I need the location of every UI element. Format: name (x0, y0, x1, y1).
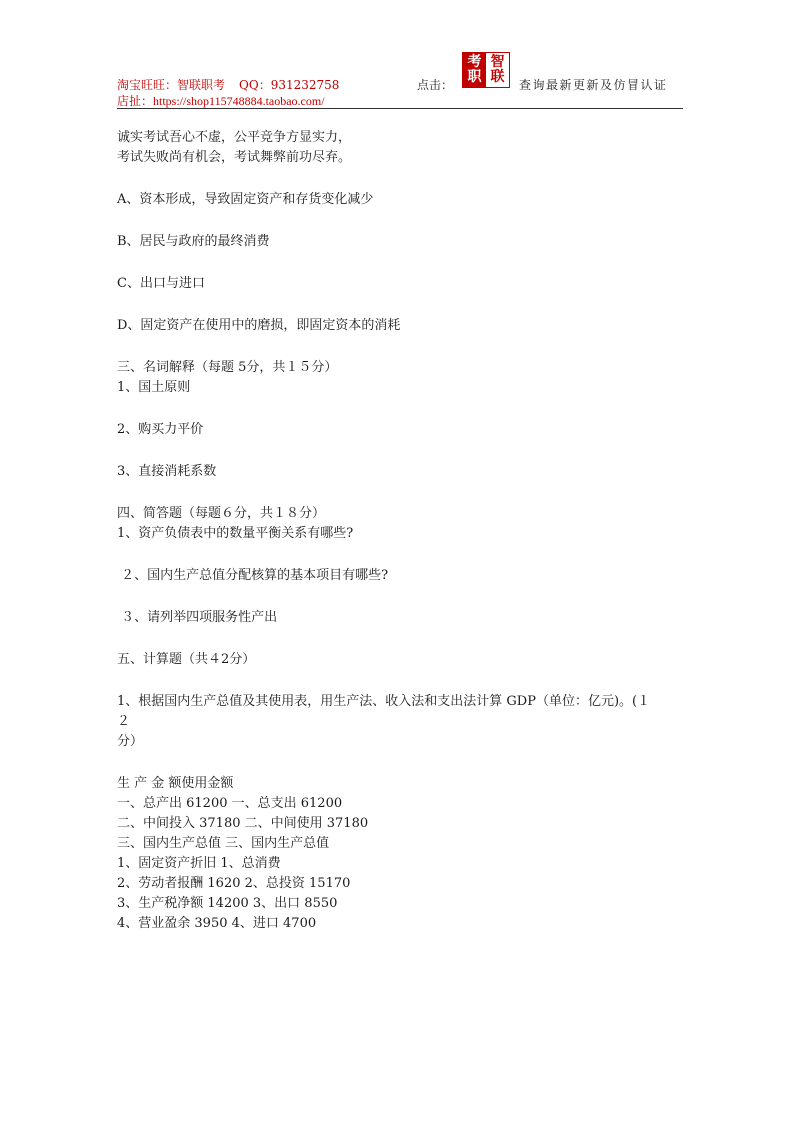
question: 2、购买力平价 (117, 422, 204, 437)
table-row: 一、总产出 61200 一、总支出 61200 (117, 796, 343, 811)
header-contact (117, 76, 339, 93)
section-heading: 三、名词解释（每题 5分，共１５分） (117, 360, 338, 375)
question: 1、资产负债表中的数量平衡关系有哪些? (117, 526, 354, 541)
section-heading: 四、简答题（每题６分，共１８分） (117, 506, 326, 521)
question: 1、国土原则 (117, 380, 191, 395)
click-label: 点击： (417, 78, 454, 92)
table-row: 3、生产税净额 14200 3、出口 8550 (117, 896, 338, 911)
option-d: D、固定资产在使用中的磨损，即固定资本的消耗 (117, 318, 401, 333)
table-row: 二、中间投入 37180 二、中间使用 37180 (117, 816, 369, 831)
zhilian-logo[interactable] (462, 52, 510, 88)
motto-line: 诚实考试吾心不虚，公平竞争方显实力， (117, 130, 352, 145)
query-link[interactable]: 查询最新更新及仿冒认证 (519, 78, 668, 92)
taobao-wangwang: 淘宝旺旺：智联职考 (117, 78, 226, 92)
table-row: 2、劳动者报酬 1620 2、总投资 15170 (117, 876, 351, 891)
qq-number: QQ：931232758 (239, 78, 340, 92)
document-body (117, 128, 687, 934)
question: 1、根据国内生产总值及其使用表，用生产法、收入法和支出法计算 GDP（单位：亿元)。(１ (117, 694, 651, 709)
logo-left-char: 考 职 (463, 53, 486, 87)
motto-line: 考试失败尚有机会，考试舞弊前功尽弃。 (117, 150, 352, 165)
table-header: 生 产 金 额使用金额 (117, 776, 234, 791)
option-b: B、居民与政府的最终消费 (117, 234, 270, 249)
table-row: 1、固定资产折旧 1、总消费 (117, 856, 281, 871)
option-c: C、出口与进口 (117, 276, 205, 291)
table-row: 4、营业盈余 3950 4、进口 4700 (117, 916, 317, 931)
header-divider (117, 108, 683, 109)
question: ２、国内生产总值分配核算的基本项目有哪些? (117, 568, 389, 583)
table-row: 三、国内生产总值 三、国内生产总值 (117, 836, 330, 851)
question: ３、请列举四项服务性产出 (117, 610, 278, 625)
page-header (117, 52, 683, 110)
section-heading: 五、计算题（共４2分） (117, 652, 256, 667)
shop-link[interactable]: 店扯：https://shop115748884.taobao.com/ (117, 94, 325, 108)
question: 3、直接消耗系数 (117, 464, 217, 479)
question-continued: ２ (117, 714, 131, 729)
option-a: A、资本形成，导致固定资产和存货变化减少 (117, 192, 374, 207)
logo-right-chars: 智 联 (486, 53, 509, 87)
question-continued: 分） (117, 734, 144, 749)
